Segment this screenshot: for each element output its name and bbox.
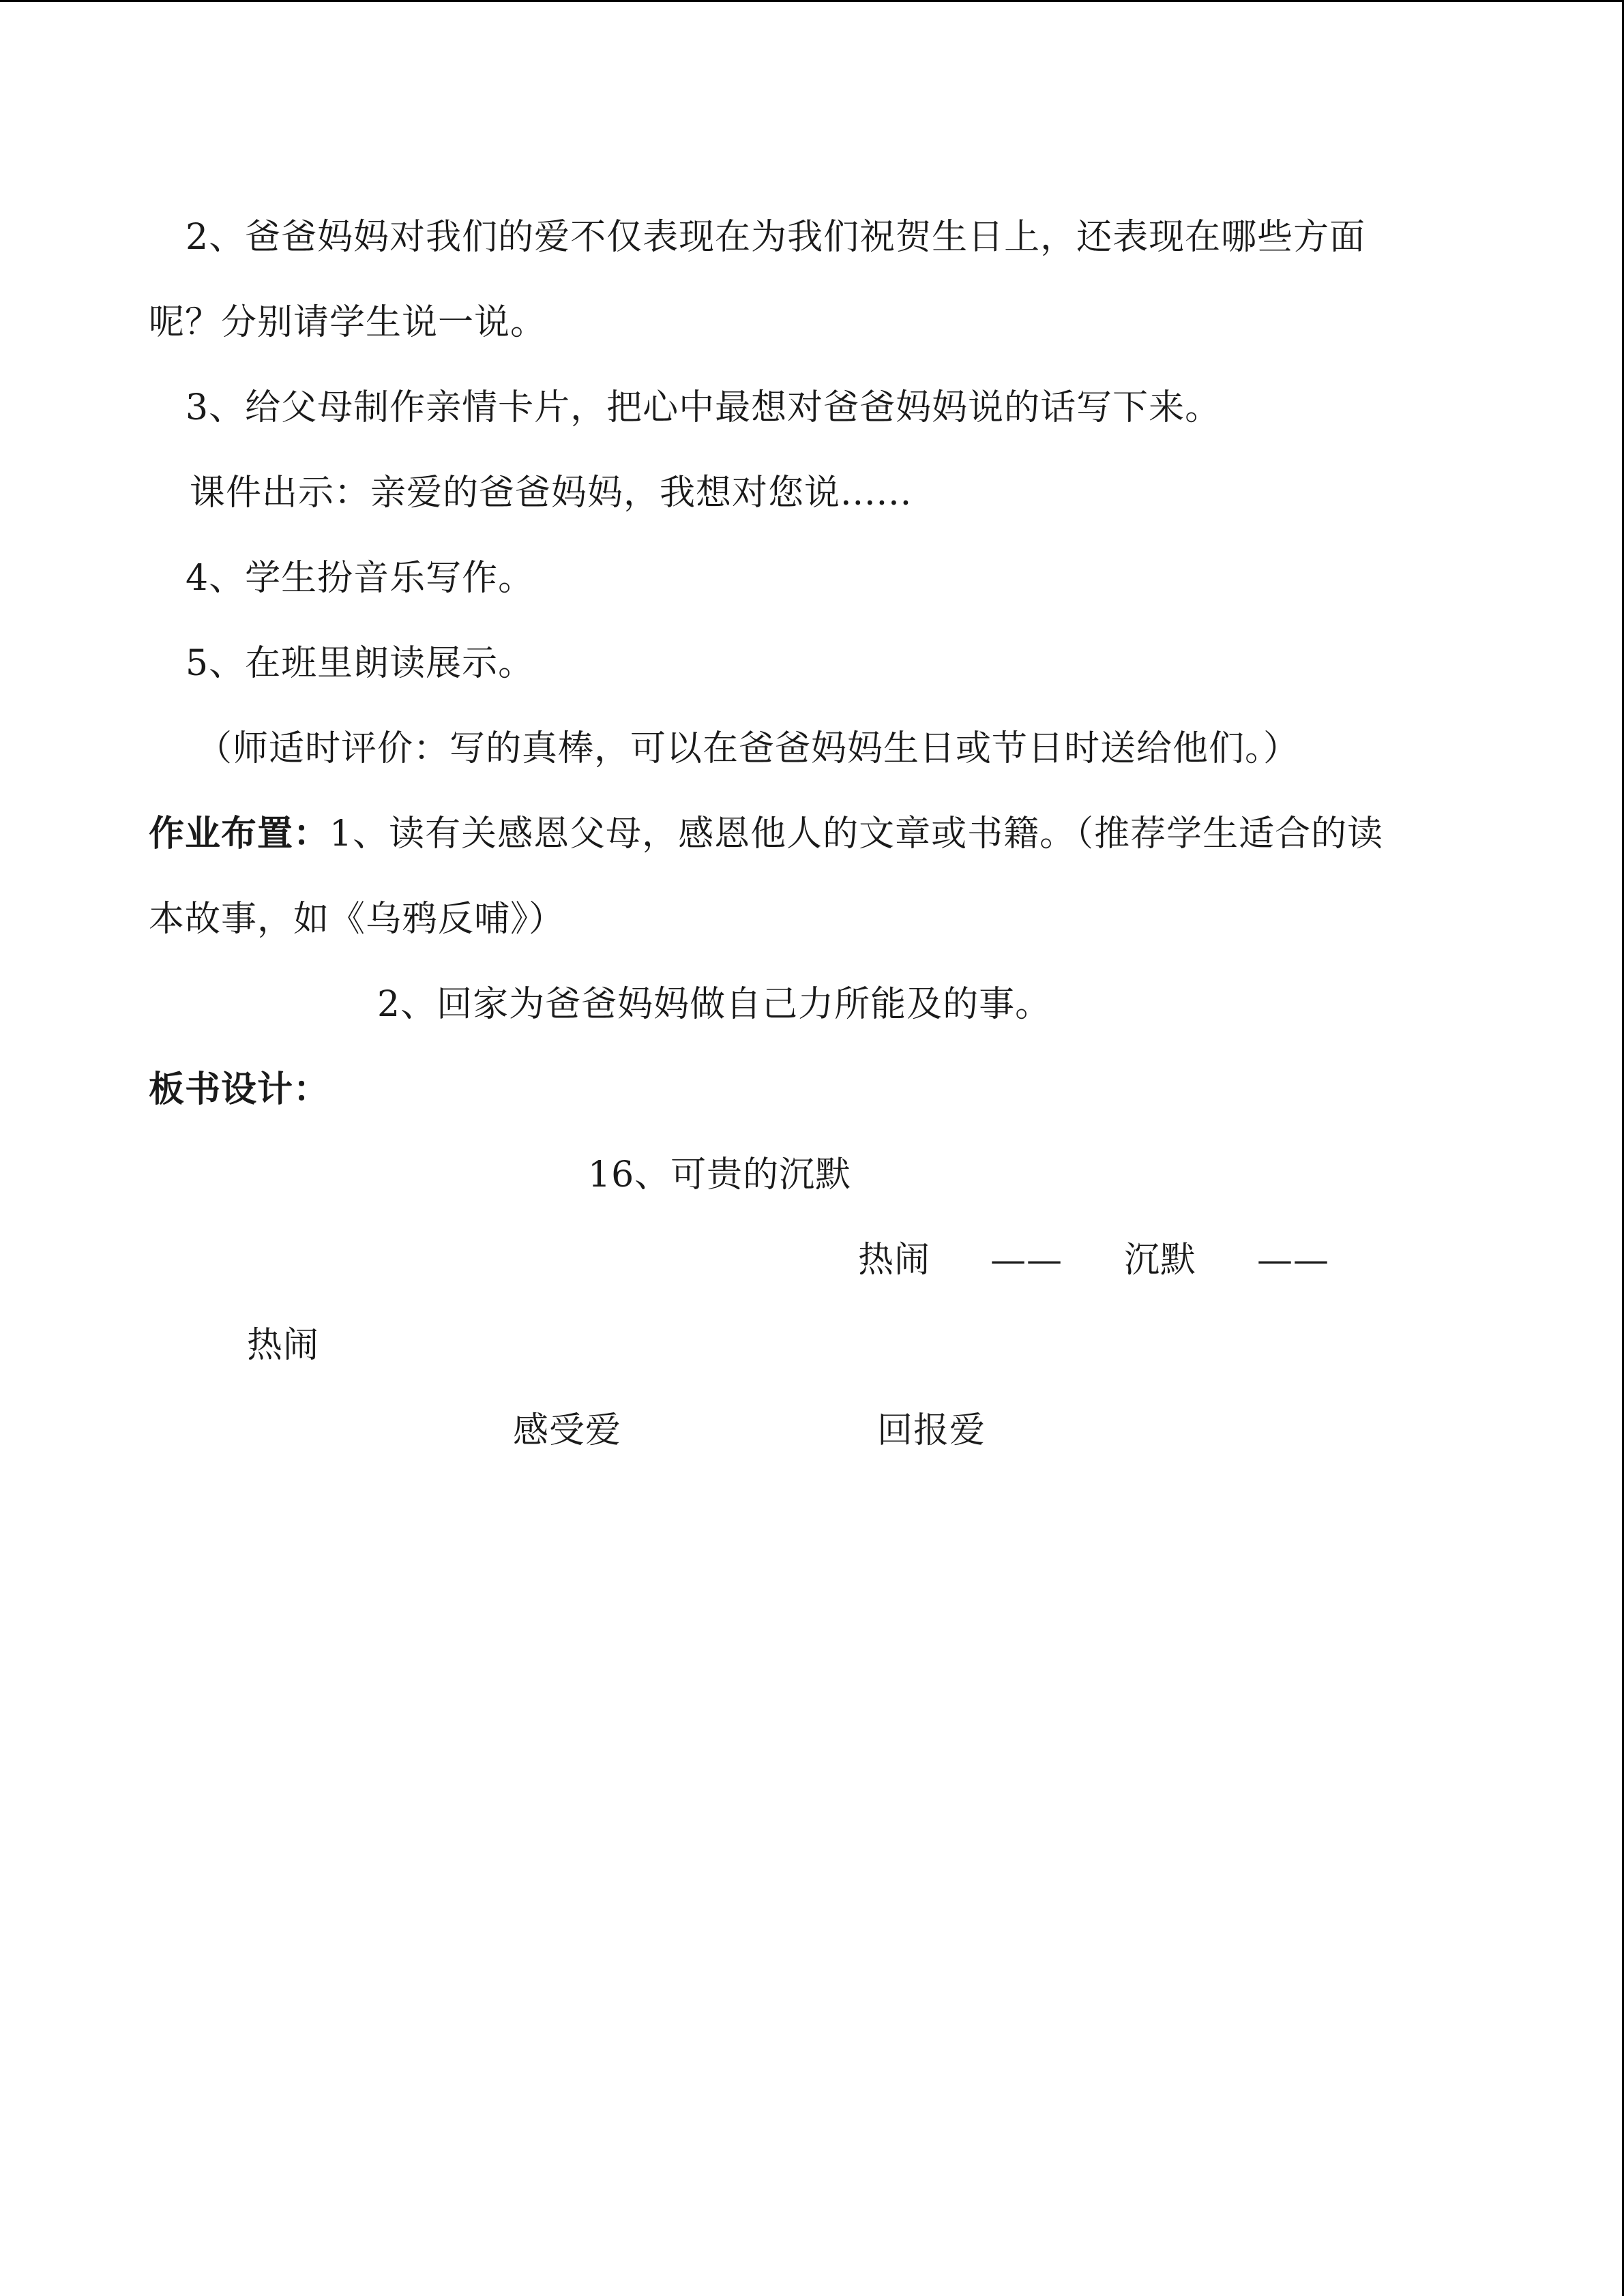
board-row-1-dash-2: —— bbox=[1257, 1240, 1329, 1281]
paragraph-3: 3、给父母制作亲情卡片，把心中最想对爸爸妈妈说的话写下来。 bbox=[186, 387, 1222, 428]
homework-item-2: 2、回家为爸爸妈妈做自己力所能及的事。 bbox=[377, 984, 1052, 1025]
board-row-1-dash-1: —— bbox=[990, 1240, 1063, 1281]
board-feel-love: 感受爱 bbox=[513, 1410, 622, 1451]
paragraph-4: 4、学生扮音乐写作。 bbox=[186, 558, 535, 599]
homework-line-2: 本故事，如《乌鸦反哺》） bbox=[149, 899, 565, 940]
board-title: 16、可贵的沉默 bbox=[588, 1154, 852, 1195]
board-row-2-noise: 热闹 bbox=[247, 1325, 320, 1366]
paragraph-5: 5、在班里朗读展示。 bbox=[186, 643, 535, 684]
courseware-line: 课件出示：亲爱的爸爸妈妈，我想对您说...... bbox=[190, 473, 913, 513]
teacher-comment: （师适时评价：写的真棒，可以在爸爸妈妈生日或节日时送给他们。） bbox=[196, 728, 1300, 769]
board-return-love: 回报爱 bbox=[877, 1410, 986, 1451]
board-row-1-noise: 热闹 bbox=[858, 1240, 931, 1281]
board-design-label: 板书设计： bbox=[149, 1069, 330, 1110]
homework-item-1-part-1: 1、读有关感恩父母，感恩他人的文章或书籍。（推荐学生适合的读 bbox=[329, 814, 1384, 854]
page-border-top bbox=[0, 0, 1624, 2]
homework-line-1 bbox=[149, 814, 1383, 854]
board-row-1-silence: 沉默 bbox=[1124, 1240, 1197, 1281]
paragraph-2-line-1: 2、爸爸妈妈对我们的爱不仅表现在为我们祝贺生日上，还表现在哪些方面 bbox=[186, 217, 1366, 258]
paragraph-2-line-2: 呢？分别请学生说一说。 bbox=[149, 302, 547, 343]
homework-label: 作业布置： bbox=[149, 814, 330, 854]
